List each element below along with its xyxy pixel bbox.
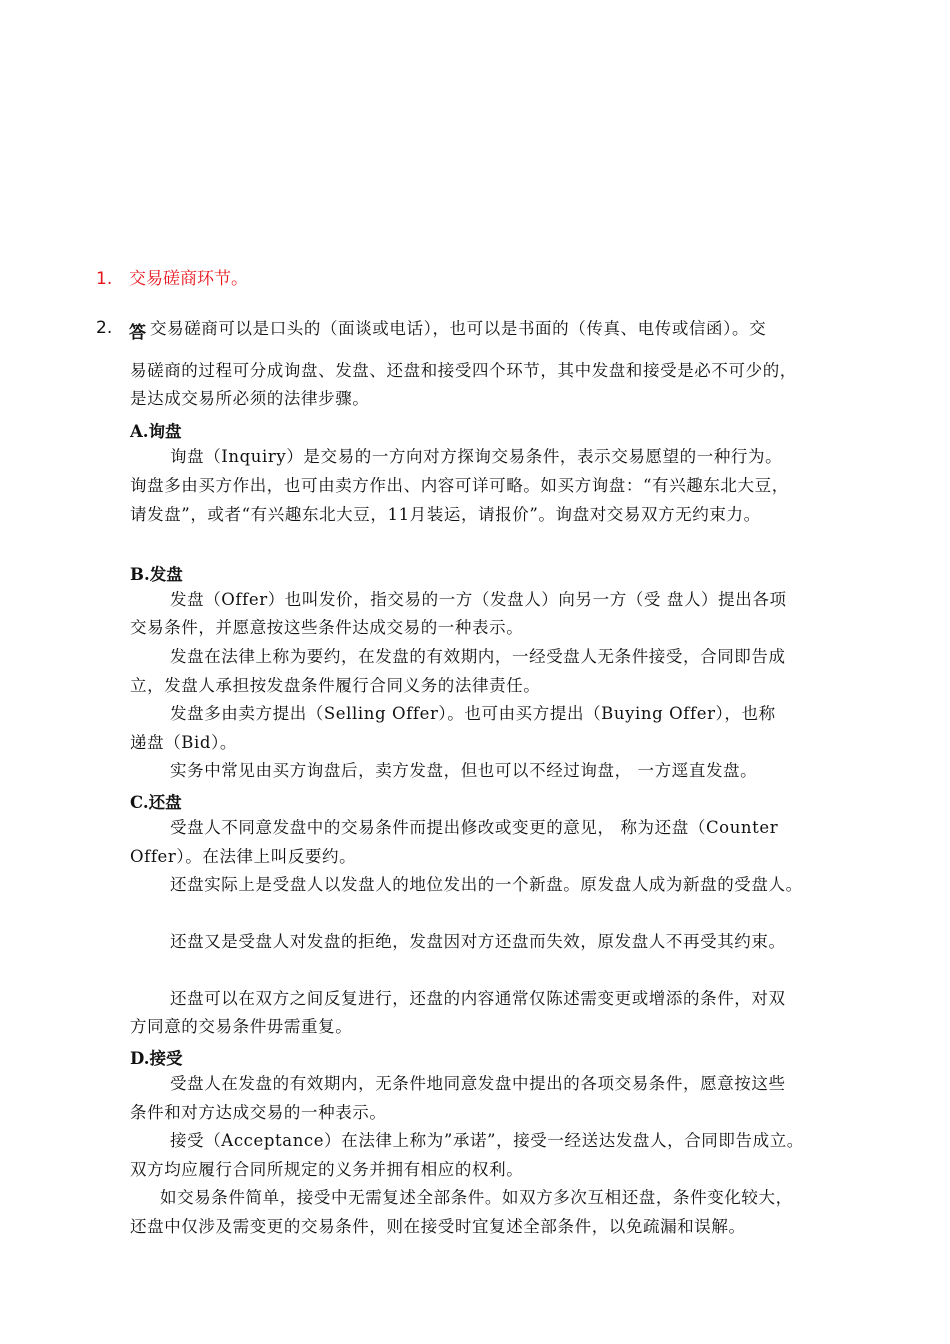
section-d-heading: D.接受 <box>130 1049 183 1068</box>
section-b-line-6: 递盘（Bid）。 <box>130 733 238 752</box>
section-b-line-1: 发盘（Offer）也叫发价，指交易的一方（发盘人）向另一方（受 盘人）提出各项 <box>170 590 787 609</box>
section-c-line-3: 还盘实际上是受盘人以发盘人的地位发出的一个新盘。原发盘人成为新盘的受盘人。 <box>170 875 803 894</box>
section-d-line-4: 双方均应履行合同所规定的义务并拥有相应的权利。 <box>130 1160 524 1179</box>
section-a-heading: A.询盘 <box>130 422 182 441</box>
section-c-line-2: Offer）。在法律上叫反要约。 <box>130 847 357 866</box>
section-d-line-6: 还盘中仅涉及需变更的交易条件，则在接受时宜复述全部条件，以免疏漏和误解。 <box>130 1217 746 1236</box>
section-d-line-5: 如交易条件简单，接受中无需复述全部条件。如双方多次互相还盘，条件变化较大， <box>160 1188 793 1207</box>
question-2-number: 2. <box>96 318 113 338</box>
section-c-line-6: 方同意的交易条件毋需重复。 <box>130 1017 353 1036</box>
answer-label: 答 <box>129 323 146 343</box>
section-a-line-1: 询盘（Inquiry）是交易的一方向对方探询交易条件，表示交易愿望的一种行为。 <box>170 447 783 466</box>
section-d-line-3: 接受（Acceptance）在法律上称为”承诺”，接受一经送达发盘人，合同即告成立。 <box>170 1131 804 1150</box>
section-c-line-1: 受盘人不同意发盘中的交易条件而提出修改或变更的意见， 称为还盘（Counter <box>170 818 779 837</box>
section-b-heading: B.发盘 <box>130 565 183 584</box>
question-1-text: 交易磋商环节。 <box>129 269 248 289</box>
intro-line-2: 易磋商的过程可分成询盘、发盘、还盘和接受四个环节，其中发盘和接受是必不可少的， <box>130 361 797 380</box>
section-b-line-2: 交易条件，并愿意按这些条件达成交易的一种表示。 <box>130 618 524 637</box>
section-a-line-2: 询盘多由买方作出，也可由卖方作出、内容可详可略。如买方询盘：“有兴趣东北大豆， <box>130 476 789 495</box>
intro-line-1: 交易磋商可以是口头的（面谈或电话），也可以是书面的（传真、电传或信函）。交 <box>150 319 767 338</box>
section-c-line-5: 还盘可以在双方之间反复进行，还盘的内容通常仅陈述需变更或增添的条件，对双 <box>170 989 786 1008</box>
intro-line-3: 是达成交易所必须的法律步骤。 <box>130 389 370 408</box>
section-c-line-4: 还盘又是受盘人对发盘的拒绝，发盘因对方还盘而失效，原发盘人不再受其约束。 <box>170 932 786 951</box>
section-d-line-2: 条件和对方达成交易的一种表示。 <box>130 1103 387 1122</box>
question-1 <box>96 264 248 289</box>
section-b-line-7: 实务中常见由买方询盘后，卖方发盘，但也可以不经过询盘， 一方逕直发盘。 <box>170 761 758 780</box>
section-c-heading: C.还盘 <box>130 793 182 812</box>
section-b-line-5: 发盘多由卖方提出（Selling Offer）。也可由买方提出（Buying Offer），也称 <box>170 704 776 723</box>
section-d-line-1: 受盘人在发盘的有效期内，无条件地同意发盘中提出的各项交易条件，愿意按这些 <box>170 1074 786 1093</box>
section-b-line-4: 立，发盘人承担按发盘条件履行合同义务的法律责任。 <box>130 676 541 695</box>
section-b-line-3: 发盘在法律上称为要约，在发盘的有效期内，一经受盘人无条件接受，合同即告成 <box>170 647 786 666</box>
section-a-line-3: 请发盘”，或者“有兴趣东北大豆，11月装运，请报价”。询盘对交易双方无约束力。 <box>130 505 761 524</box>
question-1-number: 1. <box>96 269 113 289</box>
